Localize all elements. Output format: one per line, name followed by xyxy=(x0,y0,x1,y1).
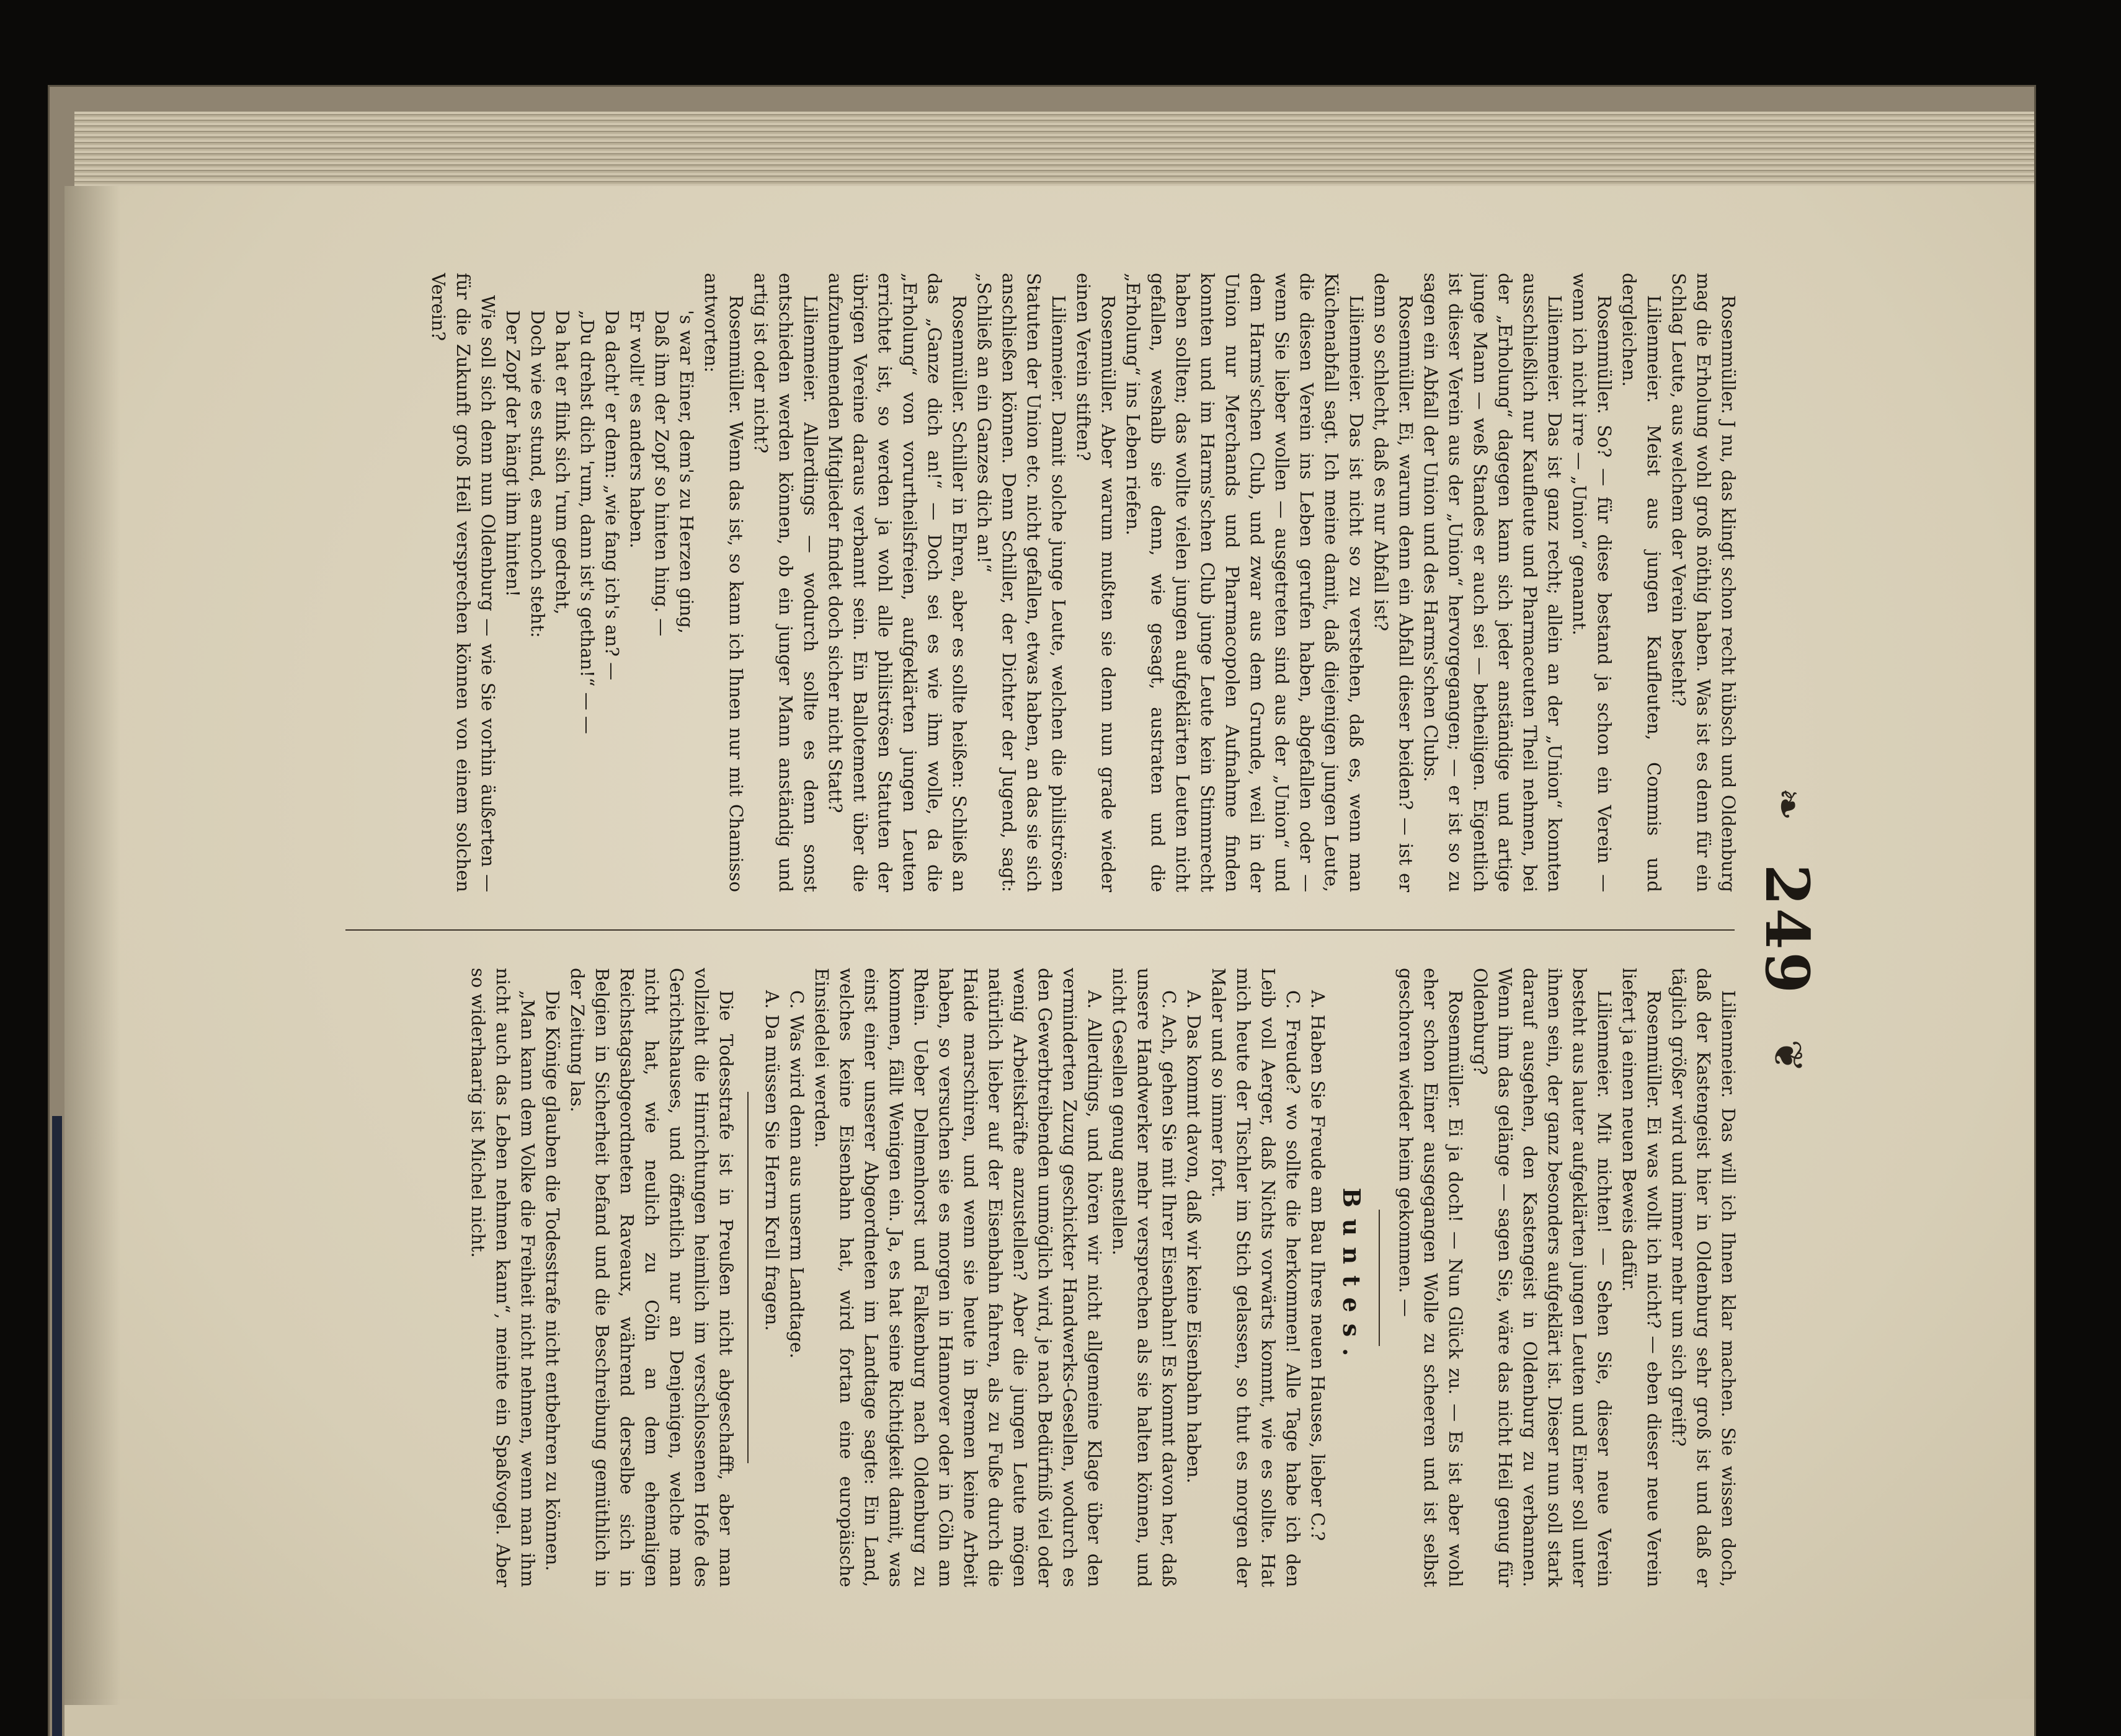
text-columns xyxy=(339,273,1741,1587)
verse-line: Der Zopf der hängt ihm hinten! xyxy=(502,310,523,597)
paragraph: Rosenmüller. Ei, warum denn ein Abfall dieser beiden? — ist er denn so schlecht, daß es nur Abfall ist? xyxy=(1371,273,1416,892)
paragraph: „Man kann dem Volke die Freiheit nicht nehmen, wenn man ihm nicht auch das Leben nehmen kann“, meinte ein Spaßvogel. Aber so widerhaarig ist Michel nicht. xyxy=(468,968,538,1587)
verse-line: 's war Einer, dem's zu Herzen ging, xyxy=(676,310,697,634)
dialogue-line: A. Haben Sie Freude am Bau Ihres neuen Hauses, lieber C.? xyxy=(1307,990,1328,1541)
page-number: 249 xyxy=(1752,864,1823,996)
ornament-left-icon: ❧ xyxy=(1764,787,1810,821)
next-page-edge xyxy=(64,1699,2034,1736)
paragraph: Rosenmüller. Aber warum mußten sie denn nun grade wieder einen Verein stiften? xyxy=(1073,273,1119,892)
paragraph: Die Todesstrafe ist in Preußen nicht abgeschafft, aber man vollzieht die Hinrichtungen heimlich im verschlossenen Hofe des Gerichtshauses, und öffentlich nur an Denjenigen, welche man nicht hat, wie neulich zu Cöln an dem ehemaligen Reichstagsabgeordneten Raveaux, während derselbe sich in Belgien in Sicherheit befand und die Beschreibung gemüthlich in der Zeitung las. xyxy=(567,968,737,1587)
section-divider xyxy=(1379,1210,1380,1346)
paragraph: Lilienmeier. Das ist ganz recht; allein an der „Union“ konnten ausschließlich nur Kaufleute und Pharmaceuten Theil nehmen, bei der „Erholung“ dagegen kann sich jeder anständige und artige junge Mann — weß Standes er auch sei — betheiligen. Eigentlich ist dieser Verein aus der „Union“ hervorgegangen; — er ist so zu sagen ein Abfall der Union und des Harms'schen Clubs. xyxy=(1420,273,1565,892)
page-edges xyxy=(74,112,2034,186)
paragraph: Lilienmeier. Allerdings — wodurch sollte es denn sonst entschieden werden können, ob ein junger Mann anständig und artig ist oder nicht? xyxy=(750,273,821,892)
column-divider xyxy=(345,929,1735,931)
page-header xyxy=(1753,248,1821,1612)
paragraph: Rosenmüller. Ei was wollt ich nicht? — eben dieser neue Verein liefert ja einen neuen Beweis dafür. xyxy=(1619,968,1665,1587)
article-divider xyxy=(747,1092,749,1463)
cover-spine-edge xyxy=(52,1116,62,1736)
left-column xyxy=(339,273,1741,892)
verse-line: Da hat er flink sich 'rum gedreht, xyxy=(552,310,573,615)
paragraph: Lilienmeier. Meist aus jungen Kaufleuten, Commis und dergleichen. xyxy=(1619,273,1665,892)
verse-line: Doch wie es stund, es annoch steht: xyxy=(527,310,548,638)
ornament-right-icon: ❦ xyxy=(1764,1039,1810,1073)
rotated-page-content xyxy=(321,248,1840,1612)
paragraph: Lilienmeier. Das ist nicht so zu verstehen, daß es, wenn man Küchenabfall sagt. Ich meine damit, daß diejenigen jungen Leute, die diesen Verein ins Leben gerufen haben, abgefallen oder — wenn Sie lieber wollen — ausgetreten sind aus der „Union“ und dem Harms'schen Club, und zwar aus dem Grunde, weil in der Union nur Merchands und Pharmacopolen Aufnahme finden konnten und im Harms'schen Club junge Leute kein Stimmrecht haben sollten; das wollte vielen jungen aufgeklärten Leuten nicht gefallen, weshalb sie denn, wie gesagt, austraten und die „Erholung“ ins Leben riefen. xyxy=(1123,273,1367,892)
paragraph: Rosenmüller. J nu, das klingt schon recht hübsch und Oldenburg mag die Erholung wohl groß nöthig haben. Was ist es denn für ein Schlag Leute, aus welchem der Verein besteht? xyxy=(1668,273,1739,892)
dialogue-line: A. Da müssen Sie Herrn Krell fragen. xyxy=(762,990,783,1331)
paragraph: Die Könige glauben die Todesstrafe nicht entbehren zu können. xyxy=(542,990,563,1571)
verse-line: Daß ihm der Zopf so hinten hing. — xyxy=(651,310,672,637)
paragraph: Lilienmeier. Damit solche junge Leute, welchen die philiströsen Statuten der Union etc. nicht gefallen, etwas haben, an das sie sich anschließen können. Denn Schiller, der Dichter der Jugend, sagt: „Schließ an ein Ganzes dich an!“ xyxy=(974,273,1069,892)
right-column xyxy=(339,968,1741,1587)
dialogue-line: A. Allerdings, und hören wir nicht allgemeine Klage über den verminderten Zuzug geschickter Handwerks-Gesellen, wodurch es den Gewerbtreibenden unmöglich wird, je nach Bedürfniß viel oder wenig Arbeitskräfte anzustellen? Aber die jungen Leute mögen natürlich lieber auf der Eisenbahn fahren, als zu Fuße durch die Haide marschiren, und wenn sie heute in Bremen keine Arbeit haben, so versuchen sie es morgen in Hannover oder in Cöln am Rhein. Ueber Delmenhorst und Falkenburg nach Oldenburg zu kommen, fällt Wenigen ein. Ja, es hat seine Richtigkeit damit, was einst einer unserer Abgeordneten im Landtage sagte: Ein Land, welches keine Eisenbahn hat, wird fortan eine europäische Einsiedelei werden. xyxy=(811,968,1105,1587)
dialogue-line: C. Freude? wo sollte die herkommen! Alle Tage habe ich den Leib voll Aerger, daß Nichts vorwärts kommt, wie es sollte. Hat mich heute der Tischler im Stich gelassen, so thut es morgen der Maler und so immer fort. xyxy=(1208,968,1304,1587)
paragraph: Lilienmeier. Mit nichten! — Sehen Sie, dieser neue Verein besteht aus lauter aufgeklärten jungen Leuten und Einer soll unter ihnen sein, der ganz besonders aufgeklärt ist. Dieser nun soll stark darauf ausgehen, den Kastengeist in Oldenburg zu verbannen. Wenn ihm das gelänge — sagen Sie, wäre das nicht Heil genug für Oldenburg? xyxy=(1470,968,1615,1587)
paragraph: Rosenmüller. Wenn das ist, so kann ich Ihnen nur mit Chamisso antworten: xyxy=(701,273,747,892)
paragraph: Lilienmeier. Das will ich Ihnen klar machen. Sie wissen doch, daß der Kastengeist hier in Oldenburg sehr groß ist und daß er täglich größer wird und immer mehr um sich greift? xyxy=(1668,968,1739,1587)
section-title: Buntes. xyxy=(1338,1187,1366,1368)
gutter-shadow xyxy=(64,186,120,1705)
paragraph: Rosenmüller. So? — für diese bestand ja schon ein Verein — wenn ich nicht irre — „Union“ genannt. xyxy=(1569,273,1615,892)
paragraph: Rosenmüller. Schiller in Ehren, aber es sollte heißen: Schließ an das „Ganze dich an!“ — Doch sei es wie ihm wolle, da die „Erholung“ von vorurtheilsfreien, aufgeklärten jungen Leuten errichtet ist, so werden ja wohl alle philiströsen Statuten der übrigen Vereine daraus verbannt sein. Ein Ballotement über die aufzunehmenden Mitglieder findet doch sicher nicht Statt? xyxy=(825,273,970,892)
verse-line: Da dacht' er denn: „wie fang ich's an? — xyxy=(602,310,623,681)
dialogue-line: C. Was wird denn aus unserm Landtage. xyxy=(786,990,807,1359)
verse-line: „Du drehst dich 'rum, dann ist's gethan!“ — — xyxy=(577,310,598,734)
dialogue-line: C. Ach, gehen Sie mit Ihrer Eisenbahn! Es kommt davon her, daß unsere Handwerker mehr versprechen als sie halten können, und nicht Gesellen genug anstellen. xyxy=(1109,968,1180,1587)
verse-line: Er wollt' es anders haben. xyxy=(626,310,647,549)
paragraph: Rosenmüller. Ei ja doch! — Nun Glück zu. — Es ist aber wohl eher schon Einer ausgegangen Wolle zu scheeren und ist selbst geschoren wieder heim gekommen. — xyxy=(1395,968,1466,1587)
dialogue-line: A. Das kommt davon, daß wir keine Eisenbahn haben. xyxy=(1183,990,1204,1484)
paragraph: Wie soll sich denn nun Oldenburg — wie Sie vorhin äußerten — für die Zukunft groß Heil versprechen können von einem solchen Verein? xyxy=(428,273,499,892)
